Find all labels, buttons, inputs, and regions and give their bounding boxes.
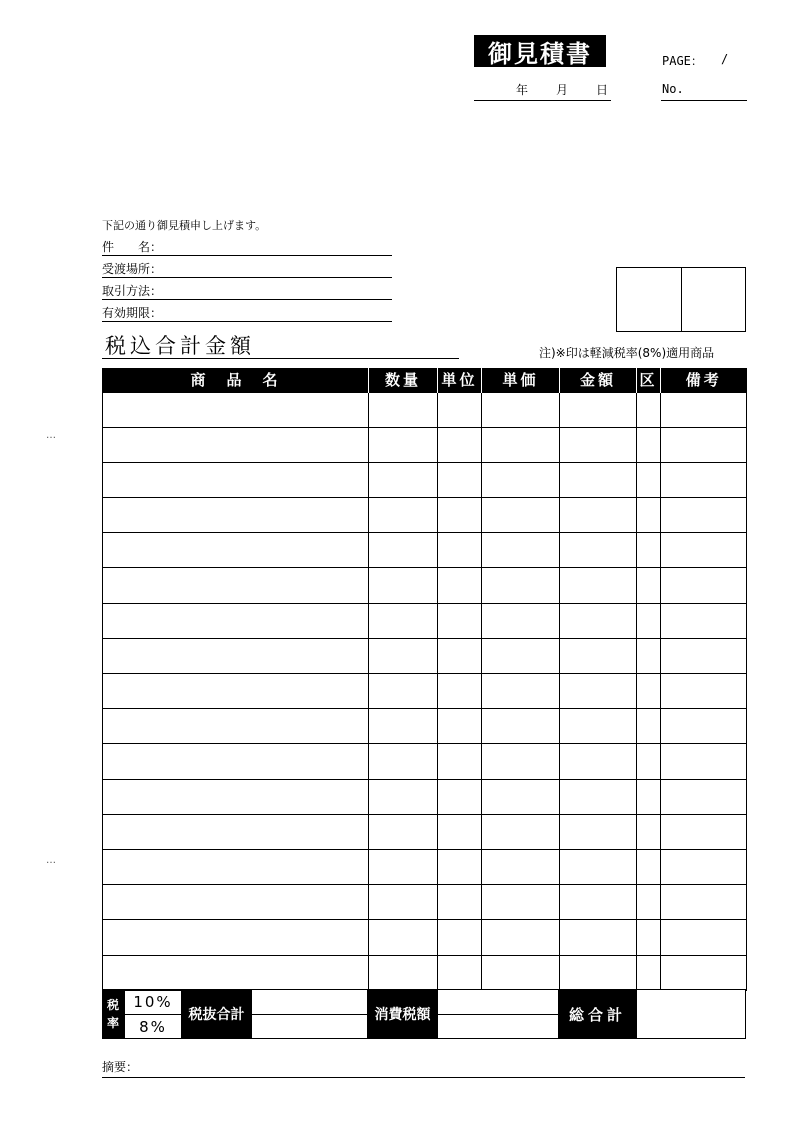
item-name-cell[interactable] bbox=[103, 533, 369, 568]
table-row bbox=[103, 709, 747, 744]
table-row bbox=[103, 744, 747, 779]
category-cell[interactable] bbox=[637, 709, 661, 744]
remarks-cell[interactable] bbox=[661, 779, 747, 814]
date-year-label: 年 bbox=[516, 83, 529, 97]
date-day-label: 日 bbox=[596, 83, 609, 97]
date-field[interactable] bbox=[474, 80, 611, 101]
category-cell[interactable] bbox=[637, 498, 661, 533]
remarks-cell[interactable] bbox=[661, 498, 747, 533]
table-row bbox=[103, 498, 747, 533]
item-name-cell[interactable] bbox=[103, 498, 369, 533]
quantity-cell[interactable] bbox=[369, 568, 438, 603]
unit-cell[interactable] bbox=[438, 638, 482, 673]
quantity-cell[interactable] bbox=[369, 709, 438, 744]
category-cell[interactable] bbox=[637, 638, 661, 673]
intro-text: 下記の通り御見積申し上げます。 bbox=[102, 219, 267, 232]
remarks-cell[interactable] bbox=[661, 955, 747, 990]
unit-cell[interactable] bbox=[438, 427, 482, 462]
amount-cell[interactable] bbox=[560, 392, 637, 427]
tax-rate-8: 8% bbox=[125, 1014, 181, 1038]
item-name-cell[interactable] bbox=[103, 462, 369, 497]
amount-cell[interactable] bbox=[560, 849, 637, 884]
margin-mark: … bbox=[46, 855, 56, 866]
category-cell[interactable] bbox=[637, 955, 661, 990]
tax-rate-10: 10% bbox=[133, 993, 173, 1011]
quantity-cell[interactable] bbox=[369, 955, 438, 990]
unit-cell[interactable] bbox=[438, 462, 482, 497]
remarks-cell[interactable] bbox=[661, 814, 747, 849]
remarks-cell[interactable] bbox=[661, 638, 747, 673]
delivery-place-field[interactable] bbox=[102, 256, 392, 278]
validity-period-field[interactable] bbox=[102, 300, 392, 322]
remarks-cell[interactable] bbox=[661, 392, 747, 427]
unit-price-cell[interactable] bbox=[482, 462, 560, 497]
remarks-cell[interactable] bbox=[661, 885, 747, 920]
quantity-cell[interactable] bbox=[369, 603, 438, 638]
amount-cell[interactable] bbox=[560, 709, 637, 744]
unit-cell[interactable] bbox=[438, 955, 482, 990]
category-cell[interactable] bbox=[637, 920, 661, 955]
item-name-cell[interactable] bbox=[103, 392, 369, 427]
table-row bbox=[103, 674, 747, 709]
category-cell[interactable] bbox=[637, 603, 661, 638]
amount-cell[interactable] bbox=[560, 533, 637, 568]
remarks-cell[interactable] bbox=[661, 849, 747, 884]
category-cell[interactable] bbox=[637, 744, 661, 779]
category-cell[interactable] bbox=[637, 462, 661, 497]
payment-method-field[interactable] bbox=[102, 278, 392, 300]
total-amount-label: 税込合計金額 bbox=[105, 334, 255, 358]
unit-price-cell[interactable] bbox=[482, 920, 560, 955]
category-cell[interactable] bbox=[637, 427, 661, 462]
remarks-cell[interactable] bbox=[661, 568, 747, 603]
remarks-cell[interactable] bbox=[661, 709, 747, 744]
date-month-label: 月 bbox=[556, 83, 569, 97]
reduced-tax-note: 注)※印は軽減税率(8%)適用商品 bbox=[539, 346, 715, 360]
item-name-cell[interactable] bbox=[103, 674, 369, 709]
quantity-cell[interactable] bbox=[369, 779, 438, 814]
unit-cell[interactable] bbox=[438, 814, 482, 849]
tax-rate-label-2: 率 bbox=[106, 1016, 119, 1030]
unit-price-cell[interactable] bbox=[482, 885, 560, 920]
column-header-category: 区 bbox=[637, 368, 661, 392]
remarks-cell[interactable] bbox=[661, 427, 747, 462]
category-cell[interactable] bbox=[637, 885, 661, 920]
unit-price-cell[interactable] bbox=[482, 674, 560, 709]
unit-cell[interactable] bbox=[438, 885, 482, 920]
item-name-cell[interactable] bbox=[103, 885, 369, 920]
remarks-cell[interactable] bbox=[661, 603, 747, 638]
summary-row bbox=[102, 989, 746, 1039]
quantity-cell[interactable] bbox=[369, 462, 438, 497]
remarks-cell[interactable] bbox=[661, 462, 747, 497]
page-slash: / bbox=[721, 52, 729, 66]
column-header-amount: 金額 bbox=[560, 368, 637, 392]
quantity-cell[interactable] bbox=[369, 674, 438, 709]
table-row bbox=[103, 885, 747, 920]
stamp-box bbox=[616, 267, 746, 332]
table-row bbox=[103, 462, 747, 497]
unit-cell[interactable] bbox=[438, 709, 482, 744]
items-table bbox=[102, 368, 747, 991]
document-number-label: No. bbox=[662, 82, 684, 96]
grand-total-value-field[interactable] bbox=[636, 989, 746, 1039]
delivery-place-label: 受渡場所： bbox=[102, 262, 163, 276]
item-name-cell[interactable] bbox=[103, 814, 369, 849]
remarks-cell[interactable] bbox=[661, 744, 747, 779]
unit-price-cell[interactable] bbox=[482, 498, 560, 533]
unit-price-cell[interactable] bbox=[482, 955, 560, 990]
validity-period-label: 有効期限： bbox=[102, 306, 163, 320]
subtotal-value-field[interactable] bbox=[251, 989, 368, 1039]
column-header-quantity: 数量 bbox=[369, 368, 438, 392]
amount-cell[interactable] bbox=[560, 744, 637, 779]
unit-cell[interactable] bbox=[438, 568, 482, 603]
table-row bbox=[103, 814, 747, 849]
table-row bbox=[103, 427, 747, 462]
tax-rate-label bbox=[102, 989, 124, 1039]
item-name-cell[interactable] bbox=[103, 955, 369, 990]
table-row bbox=[103, 392, 747, 427]
item-name-cell[interactable] bbox=[103, 568, 369, 603]
category-cell[interactable] bbox=[637, 849, 661, 884]
subtotal-label: 税抜合計 bbox=[182, 989, 251, 1039]
category-cell[interactable] bbox=[637, 392, 661, 427]
unit-price-cell[interactable] bbox=[482, 392, 560, 427]
table-row bbox=[103, 955, 747, 990]
page-label: PAGE： bbox=[662, 54, 703, 68]
item-name-cell[interactable] bbox=[103, 709, 369, 744]
amount-cell[interactable] bbox=[560, 814, 637, 849]
table-row bbox=[103, 603, 747, 638]
column-header-item-name: 商 品 名 bbox=[103, 368, 369, 392]
remarks-cell[interactable] bbox=[661, 920, 747, 955]
amount-cell[interactable] bbox=[560, 427, 637, 462]
unit-cell[interactable] bbox=[438, 849, 482, 884]
amount-cell[interactable] bbox=[560, 885, 637, 920]
tax-rate-label-1: 税 bbox=[106, 998, 119, 1012]
subject-field[interactable] bbox=[102, 234, 392, 256]
unit-price-cell[interactable] bbox=[482, 709, 560, 744]
quantity-cell[interactable] bbox=[369, 427, 438, 462]
unit-price-cell[interactable] bbox=[482, 533, 560, 568]
unit-cell[interactable] bbox=[438, 498, 482, 533]
category-cell[interactable] bbox=[637, 814, 661, 849]
unit-price-cell[interactable] bbox=[482, 779, 560, 814]
category-cell[interactable] bbox=[637, 568, 661, 603]
category-cell[interactable] bbox=[637, 674, 661, 709]
payment-method-label: 取引方法： bbox=[102, 284, 163, 298]
document-number-field[interactable] bbox=[661, 80, 747, 101]
item-name-cell[interactable] bbox=[103, 920, 369, 955]
unit-price-cell[interactable] bbox=[482, 814, 560, 849]
table-header-row bbox=[103, 368, 747, 392]
margin-mark: … bbox=[46, 430, 56, 441]
quantity-cell[interactable] bbox=[369, 885, 438, 920]
remarks-cell[interactable] bbox=[661, 674, 747, 709]
quantity-cell[interactable] bbox=[369, 392, 438, 427]
grand-total-label: 総合計 bbox=[559, 989, 636, 1039]
amount-cell[interactable] bbox=[560, 568, 637, 603]
stamp-cell bbox=[617, 268, 681, 331]
unit-price-cell[interactable] bbox=[482, 568, 560, 603]
column-header-unit: 単位 bbox=[438, 368, 482, 392]
memo-label: 摘要： bbox=[102, 1060, 139, 1074]
consumption-tax-value-field[interactable] bbox=[437, 989, 559, 1039]
unit-cell[interactable] bbox=[438, 779, 482, 814]
unit-cell[interactable] bbox=[438, 533, 482, 568]
unit-cell[interactable] bbox=[438, 392, 482, 427]
unit-cell[interactable] bbox=[438, 674, 482, 709]
unit-price-cell[interactable] bbox=[482, 427, 560, 462]
tax-rate-values bbox=[124, 989, 182, 1039]
unit-price-cell[interactable] bbox=[482, 638, 560, 673]
unit-cell[interactable] bbox=[438, 603, 482, 638]
quantity-cell[interactable] bbox=[369, 849, 438, 884]
unit-price-cell[interactable] bbox=[482, 849, 560, 884]
category-cell[interactable] bbox=[637, 533, 661, 568]
unit-price-cell[interactable] bbox=[482, 603, 560, 638]
quantity-cell[interactable] bbox=[369, 814, 438, 849]
amount-cell[interactable] bbox=[560, 638, 637, 673]
item-name-cell[interactable] bbox=[103, 744, 369, 779]
column-header-remarks: 備考 bbox=[661, 368, 747, 392]
table-row bbox=[103, 533, 747, 568]
amount-cell[interactable] bbox=[560, 498, 637, 533]
unit-cell[interactable] bbox=[438, 920, 482, 955]
table-row bbox=[103, 638, 747, 673]
item-name-cell[interactable] bbox=[103, 849, 369, 884]
subject-label: 件 名： bbox=[102, 240, 163, 254]
item-name-cell[interactable] bbox=[103, 779, 369, 814]
remarks-cell[interactable] bbox=[661, 533, 747, 568]
amount-cell[interactable] bbox=[560, 603, 637, 638]
item-name-cell[interactable] bbox=[103, 638, 369, 673]
table-row bbox=[103, 849, 747, 884]
quantity-cell[interactable] bbox=[369, 533, 438, 568]
unit-price-cell[interactable] bbox=[482, 744, 560, 779]
quantity-cell[interactable] bbox=[369, 744, 438, 779]
item-name-cell[interactable] bbox=[103, 603, 369, 638]
amount-cell[interactable] bbox=[560, 779, 637, 814]
amount-cell[interactable] bbox=[560, 955, 637, 990]
table-row bbox=[103, 568, 747, 603]
stamp-cell bbox=[681, 268, 746, 331]
quantity-cell[interactable] bbox=[369, 920, 438, 955]
total-amount-field[interactable] bbox=[102, 330, 459, 359]
consumption-tax-label: 消費税額 bbox=[368, 989, 437, 1039]
quantity-cell[interactable] bbox=[369, 638, 438, 673]
memo-field[interactable] bbox=[102, 1056, 745, 1078]
category-cell[interactable] bbox=[637, 779, 661, 814]
column-header-unit-price: 単価 bbox=[482, 368, 560, 392]
quantity-cell[interactable] bbox=[369, 498, 438, 533]
table-row bbox=[103, 779, 747, 814]
document-title: 御見積書 bbox=[474, 35, 606, 67]
item-name-cell[interactable] bbox=[103, 427, 369, 462]
amount-cell[interactable] bbox=[560, 462, 637, 497]
amount-cell[interactable] bbox=[560, 920, 637, 955]
table-row bbox=[103, 920, 747, 955]
unit-cell[interactable] bbox=[438, 744, 482, 779]
amount-cell[interactable] bbox=[560, 674, 637, 709]
